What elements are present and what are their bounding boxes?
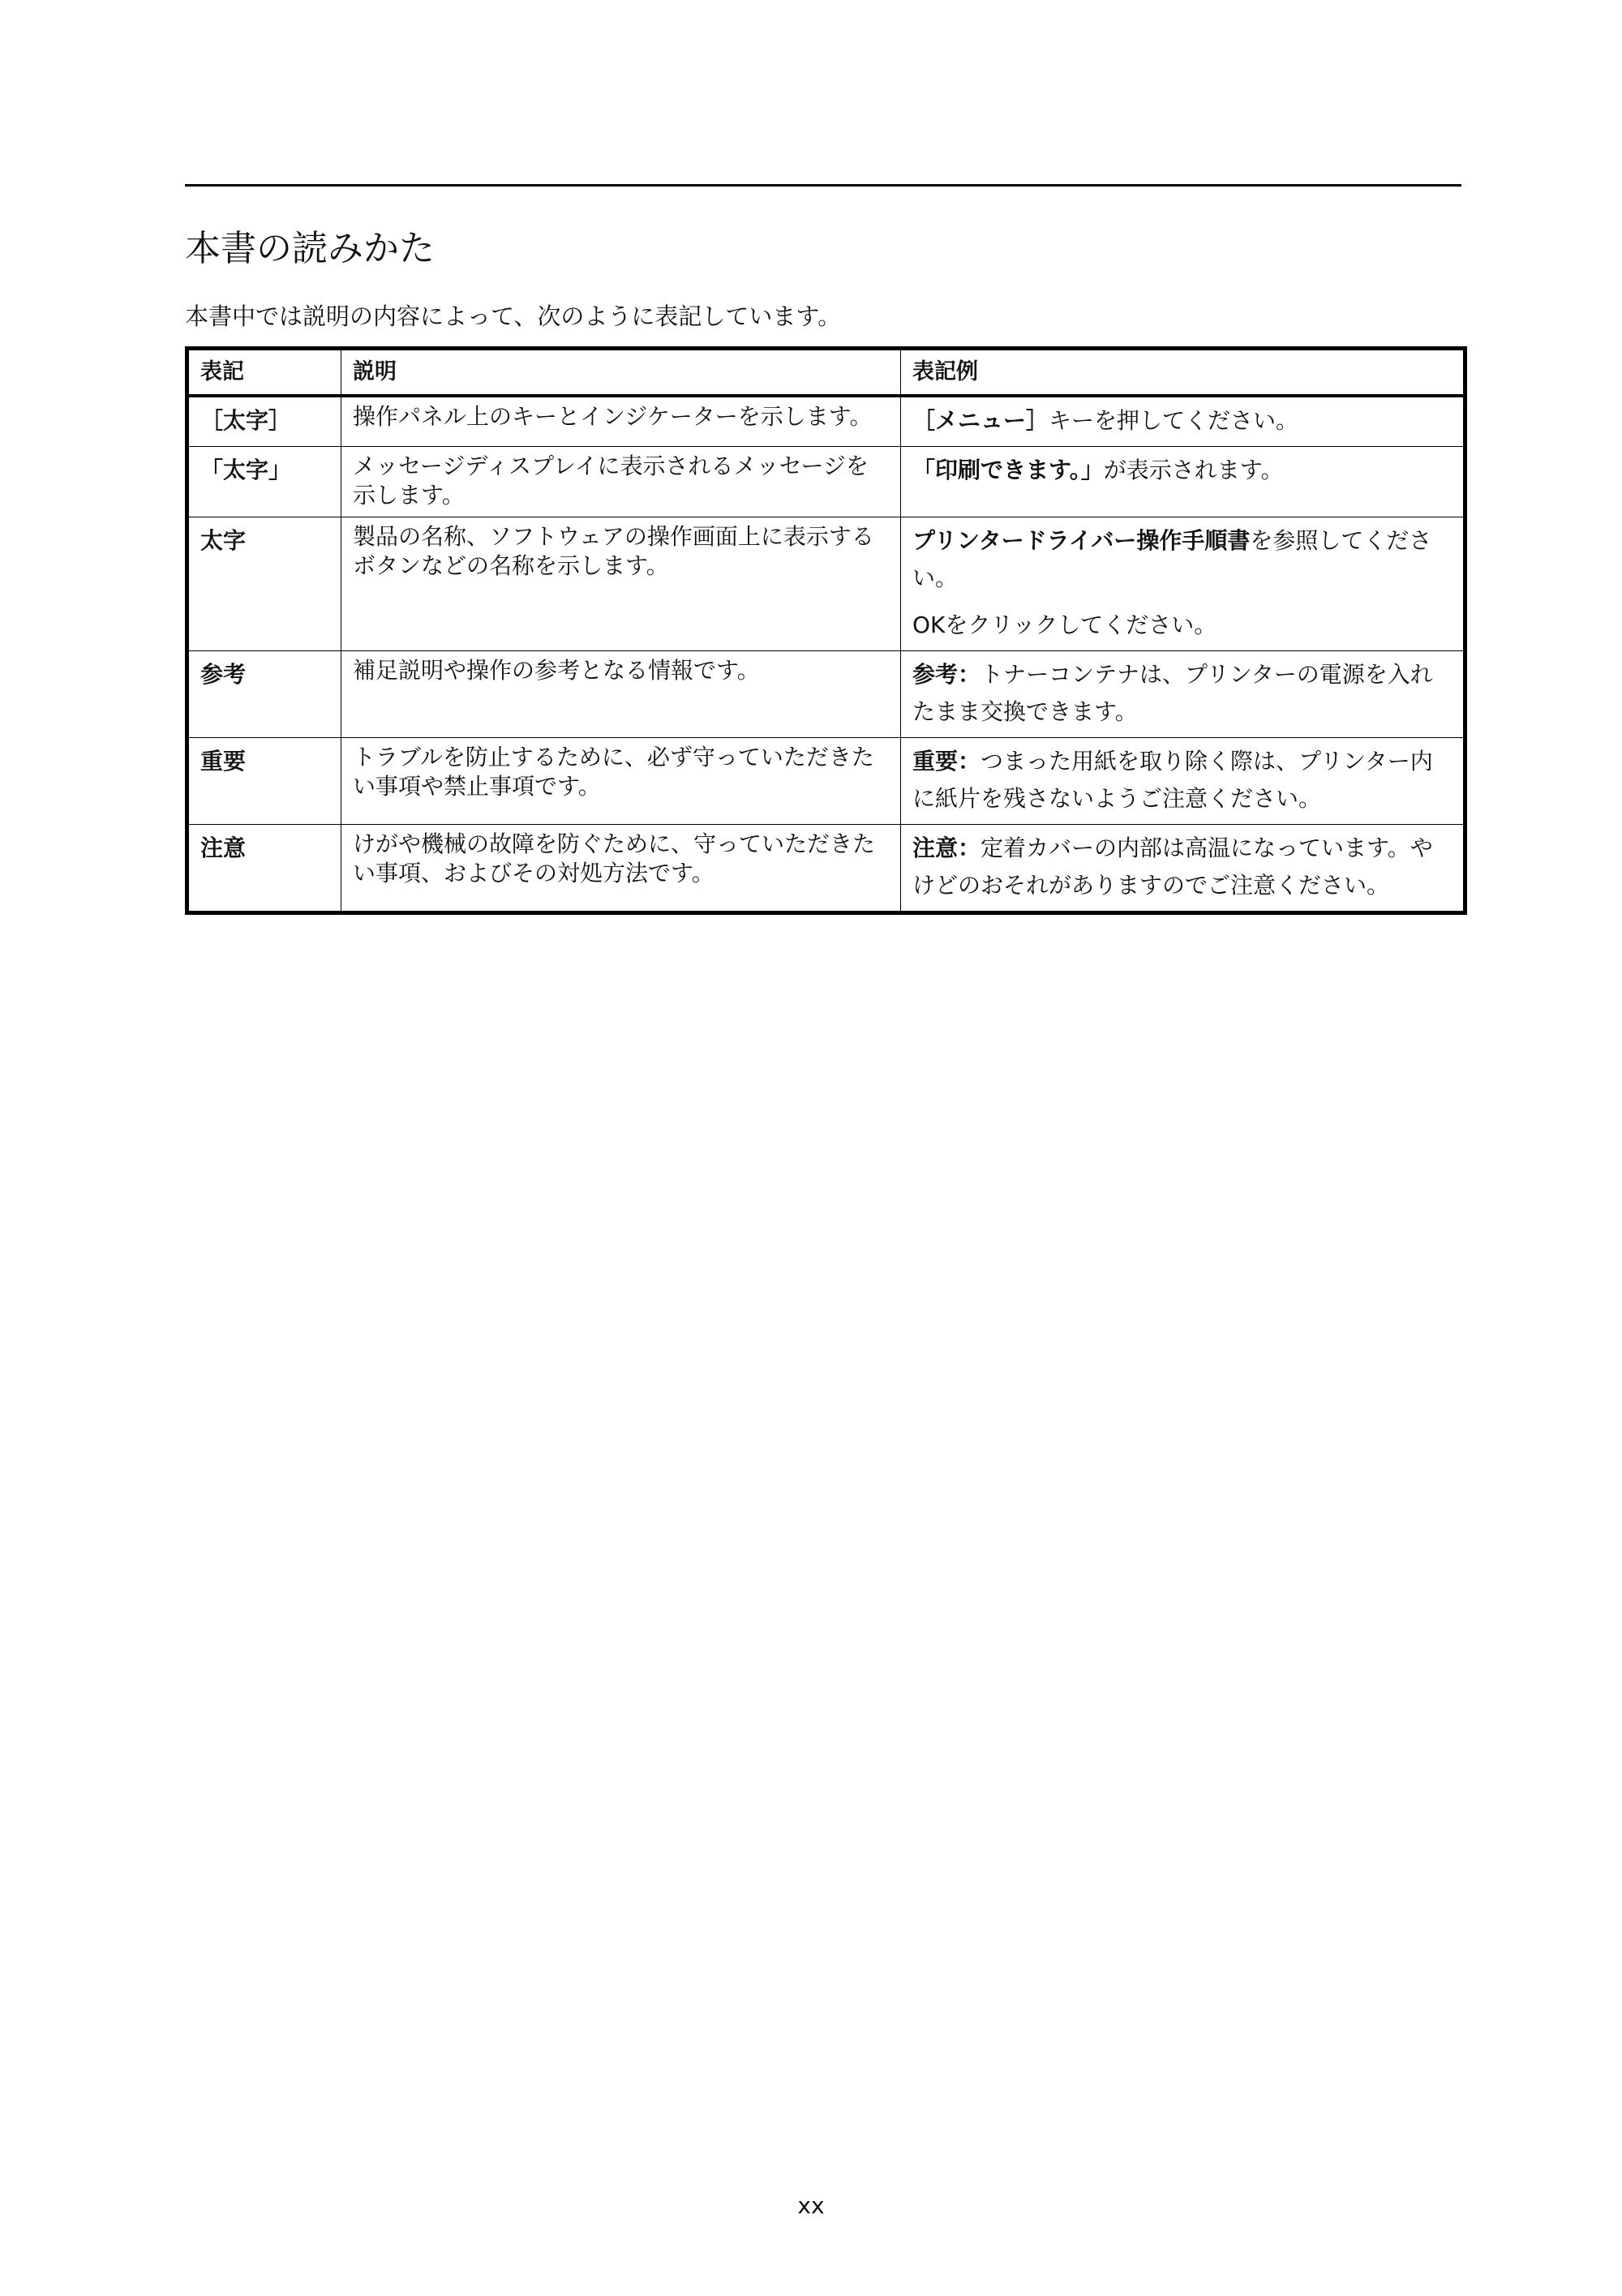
table-row (187, 651, 1465, 738)
row-description: けがや機械の故障を防ぐために、守っていただきたい事項、およびその対処方法です。 (341, 825, 901, 913)
table-header-row (187, 349, 1465, 397)
row-description: メッセージディスプレイに表示されるメッセージを示します。 (341, 447, 901, 517)
example-text: をクリックしてください。 (945, 612, 1217, 638)
notation-table (185, 346, 1467, 915)
row-description: 操作パネル上のキーとインジケーターを示します。 (341, 396, 901, 447)
table-row (187, 396, 1465, 447)
row-term: ［太字］ (187, 396, 341, 447)
example-text: 定着カバーの内部は高温になっています。やけどのおそれがありますのでご注意ください。 (912, 835, 1433, 899)
row-term: 注意 (187, 825, 341, 913)
example-line-2 (912, 607, 1453, 644)
example-text: トナーコンテナは、プリンターの電源を入れたまま交換できます。 (912, 661, 1433, 725)
row-example (901, 396, 1465, 447)
example-text: つまった用紙を取り除く際は、プリンター内に紙片を残さないようご注意ください。 (912, 748, 1433, 812)
example-emphasis: OK (912, 612, 946, 638)
row-term: 「太字」 (187, 447, 341, 517)
table-row (187, 517, 1465, 651)
table-row (187, 825, 1465, 913)
row-description: 製品の名称、ソフトウェアの操作画面上に表示するボタンなどの名称を示します。 (341, 517, 901, 651)
row-term: 太字 (187, 517, 341, 651)
table-row (187, 738, 1465, 825)
row-term: 参考 (187, 651, 341, 738)
example-text: が表示されます。 (1103, 457, 1284, 483)
example-emphasis: 参考： (912, 661, 981, 688)
example-emphasis: 「印刷できます。」 (912, 457, 1104, 483)
row-example (901, 825, 1465, 913)
row-description: トラブルを防止するために、必ず守っていただきたい事項や禁止事項です。 (341, 738, 901, 825)
page-title: 本書の読みかた (185, 228, 435, 269)
example-text: キーを押してください。 (1049, 407, 1299, 434)
example-emphasis: 重要： (912, 748, 981, 775)
header-rule (185, 184, 1461, 187)
header-example: 表記例 (901, 349, 1465, 397)
page-number: xx (797, 2192, 825, 2219)
row-example (901, 517, 1465, 651)
intro-text: 本書中では説明の内容によって、次のように表記しています。 (185, 303, 842, 330)
row-example (901, 447, 1465, 517)
header-notation: 表記 (187, 349, 341, 397)
example-line-1 (912, 522, 1453, 597)
row-example (901, 738, 1465, 825)
example-emphasis: 注意： (912, 835, 981, 861)
example-emphasis: ［メニュー］ (912, 407, 1049, 434)
header-description: 説明 (341, 349, 901, 397)
example-emphasis: プリンタードライバー操作手順書 (912, 527, 1251, 554)
row-term: 重要 (187, 738, 341, 825)
table-row (187, 447, 1465, 517)
example-text: を参照してください。 (912, 527, 1432, 591)
row-description: 補足説明や操作の参考となる情報です。 (341, 651, 901, 738)
row-example (901, 651, 1465, 738)
